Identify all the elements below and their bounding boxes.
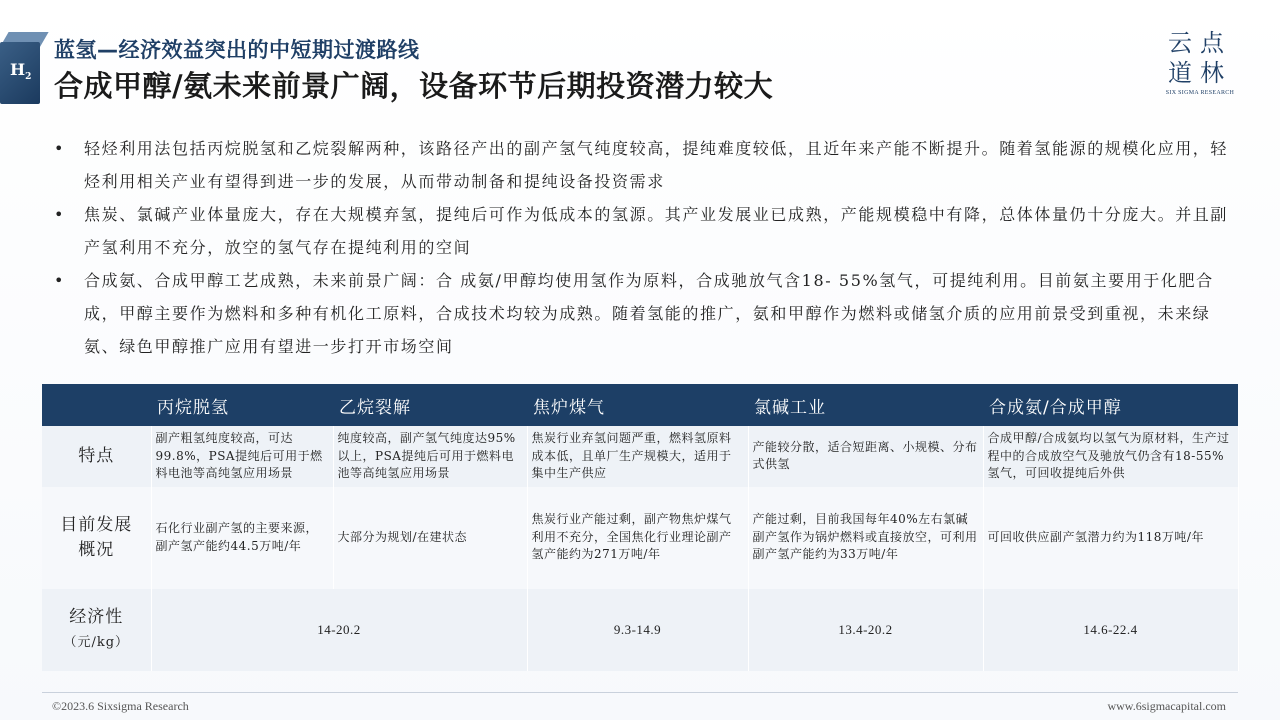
logo-line-1: 云点 [1168, 29, 1232, 57]
bullet-dot: • [54, 139, 66, 158]
section-subtitle: 蓝氢—经济效益突出的中短期过渡路线 [54, 38, 420, 62]
table-header-row [42, 384, 1238, 426]
bullet-item [52, 198, 1242, 264]
section-badge [0, 30, 46, 108]
bullet-text: 轻烃利用法包括丙烷脱氢和乙烷裂解两种，该路径产出的副产氢气纯度较高，提纯难度较低，且近年来产能不断提升。随着氢能源的规模化应用，轻烃利用相关产业有望得到进一步的发展，从而带动制备和提纯设备投资需求 [84, 139, 1229, 191]
row-header: 特点 [42, 426, 151, 487]
table-cell-value: 14-20.2 [151, 589, 527, 671]
bullet-list [52, 132, 1242, 363]
column-header: 丙烷脱氢 [151, 384, 333, 426]
column-header-blank [42, 384, 151, 426]
table-cell: 焦炭行业弃氢问题严重，燃料氢原料成本低，且单厂生产规模大，适用于集中生产供应 [527, 426, 748, 487]
table-row [42, 589, 1238, 671]
bullet-dot: • [54, 205, 66, 224]
table-cell-value: 14.6-22.4 [983, 589, 1238, 671]
row-header: 目前发展概况 [42, 487, 151, 589]
page-title: 合成甲醇/氨未来前景广阔，设备环节后期投资潜力较大 [54, 69, 774, 103]
row-header: 经济性 （元/kg） [42, 589, 151, 671]
footer-website: www.6sigmacapital.com [1107, 699, 1226, 713]
bullet-dot: • [54, 271, 66, 290]
table-cell: 产能较分散，适合短距离、小规模、分布式供氢 [748, 426, 983, 487]
bullet-item [52, 132, 1242, 198]
logo-line-2: 道林 [1168, 59, 1232, 87]
bullet-item [52, 264, 1242, 363]
bullet-text: 合成氨、合成甲醇工艺成熟，未来前景广阔：合 成氨/甲醇均使用氢作为原料，合成驰放气含18- 55%氢气，可提纯利用。目前氨主要用于化肥合 成，甲醇主要作为燃料和多种有机化工原料，合成技术均较为成熟。随着氢能的推广，氨和甲醇作为燃料或储氢介质的应用前景受到重视，未来绿氨、绿色甲醇推广应用有望进一步打开市场空间 [84, 271, 1214, 356]
table-cell: 合成甲醇/合成氨均以氢气为原材料，生产过程中的合成放空气及驰放气仍含有18-55%氢气，可回收提纯后外供 [983, 426, 1238, 487]
brand-logo [1160, 28, 1240, 96]
table-cell: 可回收供应副产氢潜力约为118万吨/年 [983, 487, 1238, 589]
table-cell-value: 13.4-20.2 [748, 589, 983, 671]
footer-divider [42, 692, 1238, 693]
logo-tagline: SIX SIGMA RESEARCH [1165, 90, 1235, 96]
table-row [42, 487, 1238, 589]
table-cell: 焦炭行业产能过剩，副产物焦炉煤气利用不充分，全国焦化行业理论副产氢产能约为271万吨/年 [527, 487, 748, 589]
table-cell: 产能过剩，目前我国每年40%左右氯碱副产氢作为锅炉燃料或直接放空，可利用副产氢产能约为33万吨/年 [748, 487, 983, 589]
column-header: 焦炉煤气 [527, 384, 748, 426]
table-row [42, 426, 1238, 487]
comparison-table [42, 384, 1239, 671]
row-header-unit: （元/kg） [63, 634, 130, 650]
table-cell: 大部分为规划/在建状态 [333, 487, 527, 589]
column-header: 合成氨/合成甲醇 [983, 384, 1238, 426]
column-header: 乙烷裂解 [333, 384, 527, 426]
column-header: 氯碱工业 [748, 384, 983, 426]
table-cell: 纯度较高，副产氢气纯度达95%以上，PSA提纯后可用于燃料电池等高纯氢应用场景 [333, 426, 527, 487]
bullet-text: 焦炭、氯碱产业体量庞大，存在大规模弃氢，提纯后可作为低成本的氢源。其产业发展业已成熟，产能规模稳中有降，总体体量仍十分庞大。并且副产氢利用不充分，放空的氢气存在提纯利用的空间 [84, 205, 1229, 257]
table-cell: 副产粗氢纯度较高，可达99.8%，PSA提纯后可用于燃料电池等高纯氢应用场景 [151, 426, 333, 487]
footer-copyright: ©2023.6 Sixsigma Research [52, 699, 189, 713]
table-cell-value: 9.3-14.9 [527, 589, 748, 671]
badge-label: $H_2$ [10, 60, 32, 83]
table-cell: 石化行业副产氢的主要来源，副产氢产能约44.5万吨/年 [151, 487, 333, 589]
